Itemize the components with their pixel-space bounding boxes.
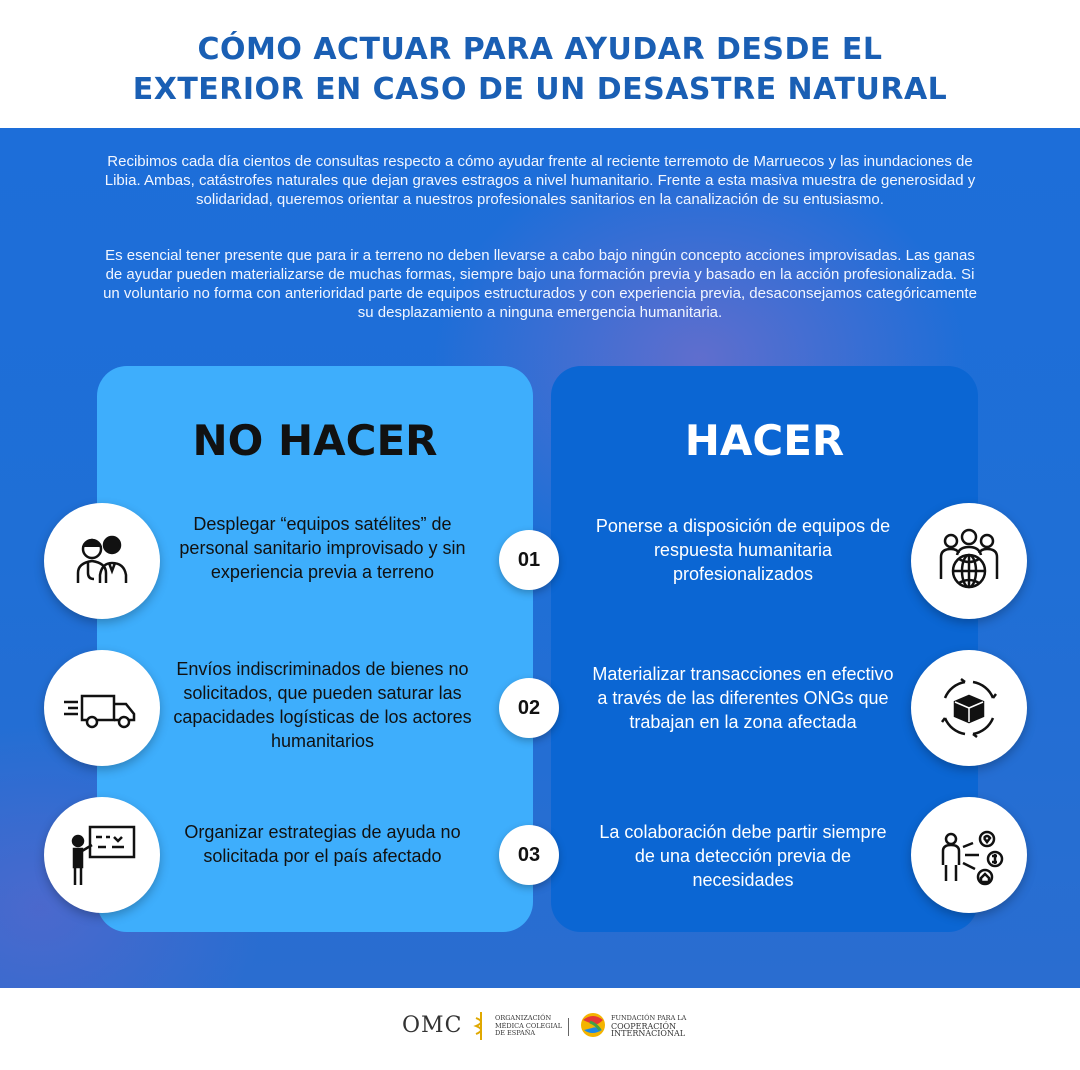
hacer-item-1-icon-circle	[911, 503, 1027, 619]
step-number-2: 02	[499, 678, 559, 738]
strategy-board-icon	[62, 815, 142, 895]
hacer-item-2-text: Materializar transacciones en efectivo a través de las diferentes ONGs que trabajan en la zona afectada	[592, 664, 894, 732]
hacer-item-1-text: Ponerse a disposición de equipos de respuesta humanitaria profesionalizados	[595, 516, 891, 584]
delivery-truck-icon	[62, 668, 142, 748]
main-content	[0, 128, 1080, 988]
no-hacer-item-3-text: Organizar estrategias de ayuda no solicitada por el país afectado	[184, 822, 461, 866]
no-hacer-item-1-text: Desplegar “equipos satélites” de personal sanitario improvisado y sin experiencia previa a terreno	[179, 514, 466, 582]
caduceus-icon	[473, 1010, 489, 1042]
step-number-3: 03	[499, 825, 559, 885]
footer	[0, 988, 1080, 1070]
title-line-1: CÓMO ACTUAR PARA AYUDAR DESDE EL	[197, 32, 883, 67]
foundation-prefix: FUNDACIÓN PARA LA	[611, 1014, 687, 1022]
health-workers-icon	[62, 521, 142, 601]
hacer-item-3-text: La colaboración debe partir siempre de una detección previa de necesidades	[599, 822, 887, 890]
hacer-heading: HACER	[684, 416, 845, 465]
foundation-name: COOPERACIÓN INTERNACIONAL	[611, 1021, 686, 1038]
page-title	[0, 30, 1080, 110]
intro-paragraph-1: Recibimos cada día cientos de consultas respecto a cómo ayudar frente al reciente terremoto de Marruecos y las inundaciones de Libia. Ambas, catástrofes naturales que dejan graves estragos a nivel humanitario. Frente a esta masiva muestra de generosidad y solidaridad, queremos orientar a nuestros profesionales sanitarios en la canalización de su entusiasmo.	[104, 153, 976, 208]
needs-assessment-icon	[929, 815, 1009, 895]
no-hacer-item-3-icon-circle	[44, 797, 160, 913]
step-number-1: 01	[499, 530, 559, 590]
no-hacer-heading: NO HACER	[192, 416, 438, 465]
omc-logo: OMC	[402, 1013, 463, 1038]
package-cycle-icon	[929, 668, 1009, 748]
foundation-globe-icon	[578, 1010, 608, 1040]
header	[0, 0, 1080, 128]
no-hacer-item-1-icon-circle	[44, 503, 160, 619]
foundation-name-block	[611, 1015, 691, 1038]
hacer-item-3-icon-circle	[911, 797, 1027, 913]
global-team-icon	[929, 521, 1009, 601]
hacer-item-2-icon-circle	[911, 650, 1027, 766]
logo-divider	[568, 1018, 569, 1036]
no-hacer-item-2-text: Envíos indiscriminados de bienes no solicitados, que pueden saturar las capacidades logísticas de los actores humanitarios	[173, 659, 472, 751]
title-line-2: EXTERIOR EN CASO DE UN DESASTRE NATURAL	[132, 72, 948, 107]
intro-paragraph-2: Es esencial tener presente que para ir a terreno no deben llevarse a cabo bajo ningún concepto acciones improvisadas. Las ganas de ayudar pueden materializarse de muchas formas, siempre bajo una formación previa y basado en la acción profesionalizada. Si un voluntario no forma con anterioridad parte de equipos estructurados y con experiencia previa, desaconsejamos categóricamente su desplazamiento a ninguna emergencia humanitaria.	[103, 247, 977, 321]
omc-name: ORGANIZACIÓN MÉDICA COLEGIAL DE ESPAÑA	[495, 1014, 563, 1037]
no-hacer-item-2-icon-circle	[44, 650, 160, 766]
